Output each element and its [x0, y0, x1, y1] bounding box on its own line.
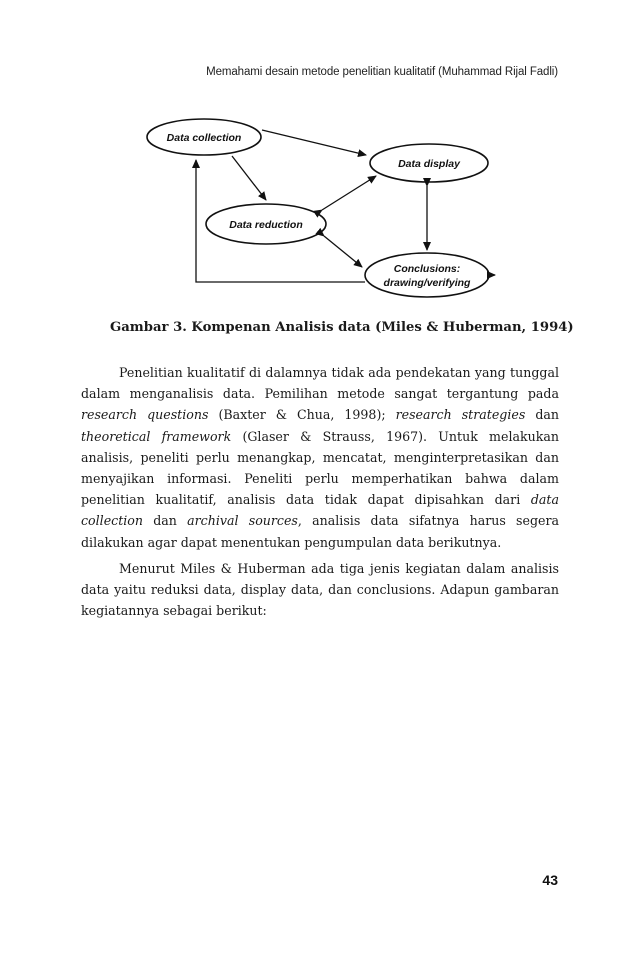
diagram-svg: [140, 100, 498, 300]
arrow-collection-to-reduction: [232, 156, 266, 200]
label-conclusions-line2: drawing/verifying: [383, 277, 471, 289]
paragraph-2: Menurut Miles & Huberman ada tiga jenis kegiatan dalam analisis data yaitu reduksi data, display data, dan conclusions. Adapun gambaran kegiatannya sebagai berikut:: [81, 560, 559, 619]
paragraph-1: [81, 362, 559, 553]
label-data-display: Data display: [398, 158, 460, 170]
p1-segment-3: dan: [525, 407, 559, 423]
p1-segment-4: (Glaser & Strauss, 1967). Untuk melakukan analisis, peneliti perlu menangkap, mencatat, menginterpretasikan dan menyajikan informasi. Peneliti perlu memperhatikan bahwa dalam penelitian kualitatif, analisis data tidak dapat dipisahkan dari: [81, 428, 559, 508]
p1-segment-6: , analisis data sifatnya harus segera dilakukan agar dapat menentukan pengumpulan data berikutnya.: [81, 513, 559, 550]
body-text: [81, 362, 559, 626]
node-conclusions: [365, 253, 489, 297]
p1-italic-research-questions: research questions: [81, 407, 209, 423]
arrow-reduction-to-conclusions: [324, 236, 362, 267]
figure-caption: Gambar 3. Kompenan Analisis data (Miles & Huberman, 1994): [110, 320, 574, 335]
page-number: 43: [542, 872, 558, 888]
arrow-collection-to-display: [262, 130, 366, 155]
p1-italic-archival-sources: archival sources: [187, 513, 298, 529]
p1-segment-5: dan: [142, 513, 188, 529]
arrow-reduction-to-display: [322, 176, 376, 210]
p1-segment-2: (Baxter & Chua, 1998);: [208, 407, 396, 423]
label-conclusions-line1: Conclusions:: [393, 263, 461, 275]
analysis-diagram: [140, 100, 498, 300]
p1-italic-research-strategies: research strategies: [395, 407, 526, 423]
running-header: Memahami desain metode penelitian kualitatif (Muhammad Rijal Fadli): [206, 66, 558, 78]
p1-italic-theoretical-framework: theoretical framework: [81, 428, 232, 444]
p1-italic-data-collection: data collection: [81, 492, 559, 529]
p1-segment-1: Penelitian kualitatif di dalamnya tidak ada pendekatan yang tunggal dalam menganalisis data. Pemilihan metode sangat tergantung pada: [81, 365, 559, 402]
label-data-reduction: Data reduction: [229, 219, 303, 231]
label-data-collection: Data collection: [166, 132, 242, 144]
